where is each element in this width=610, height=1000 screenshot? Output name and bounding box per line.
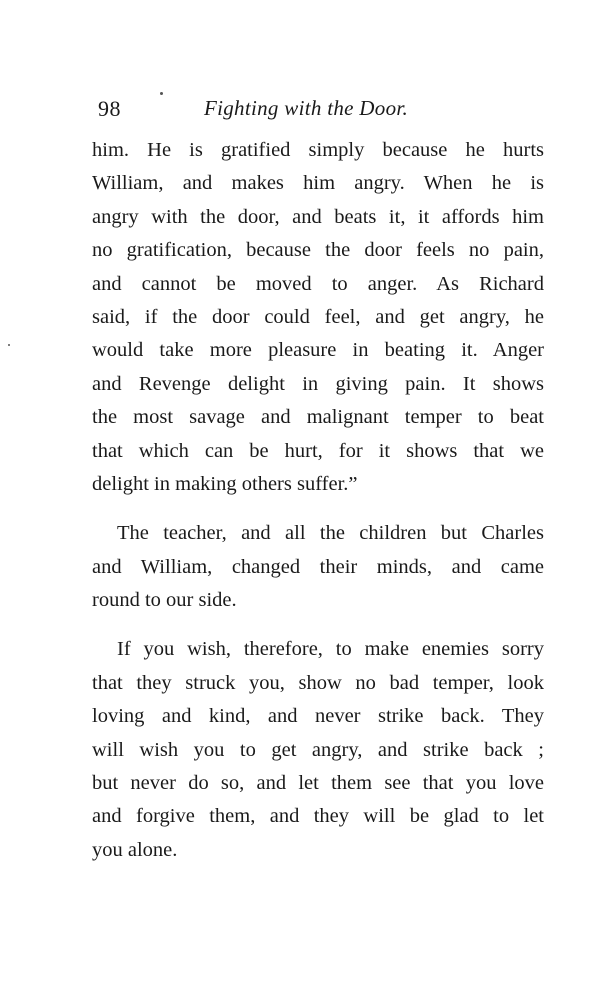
text-line: that which can be hurt, for it shows that we [92,439,544,462]
paragraph-3 [92,633,544,867]
page-header [98,96,538,126]
text-line: will wish you to get angry, and strike back ; [92,738,544,761]
text-line: loving and kind, and never strike back. They [92,705,544,728]
page-number: 98 [98,96,121,121]
text-line: and forgive them, and they will be glad to let [92,805,544,828]
text-line: no gratification, because the door feels no pain, [92,239,544,262]
text-line: the most savage and malignant temper to beat [92,406,544,429]
text-line: you alone. [92,838,178,861]
text-line: angry with the door, and beats it, it affords him [92,205,544,228]
text-line: would take more pleasure in beating it. Anger [92,339,544,362]
paper-speck [8,344,10,346]
text-line: said, if the door could feel, and get angry, he [92,305,544,328]
text-line: him. He is gratified simply because he hurts [92,139,544,161]
paragraph-2 [92,517,544,617]
text-line: and cannot be moved to anger. As Richard [92,272,544,295]
running-title: Fighting with the Door. [204,96,409,120]
paper-speck [160,92,163,95]
text-line: The teacher, and all the children but Charles [117,522,544,545]
body-text [92,134,544,867]
paragraph-1 [92,134,544,501]
text-line: delight in making others suffer.” [92,472,358,495]
text-line: that they struck you, show no bad temper, look [92,671,544,694]
text-line: but never do so, and let them see that you love [92,772,544,795]
text-line: William, and makes him angry. When he is [92,172,544,195]
text-line: and William, changed their minds, and came [92,555,544,578]
text-line: round to our side. [92,589,237,612]
text-line: If you wish, therefore, to make enemies sorry [117,638,544,661]
text-line: and Revenge delight in giving pain. It shows [92,372,544,395]
